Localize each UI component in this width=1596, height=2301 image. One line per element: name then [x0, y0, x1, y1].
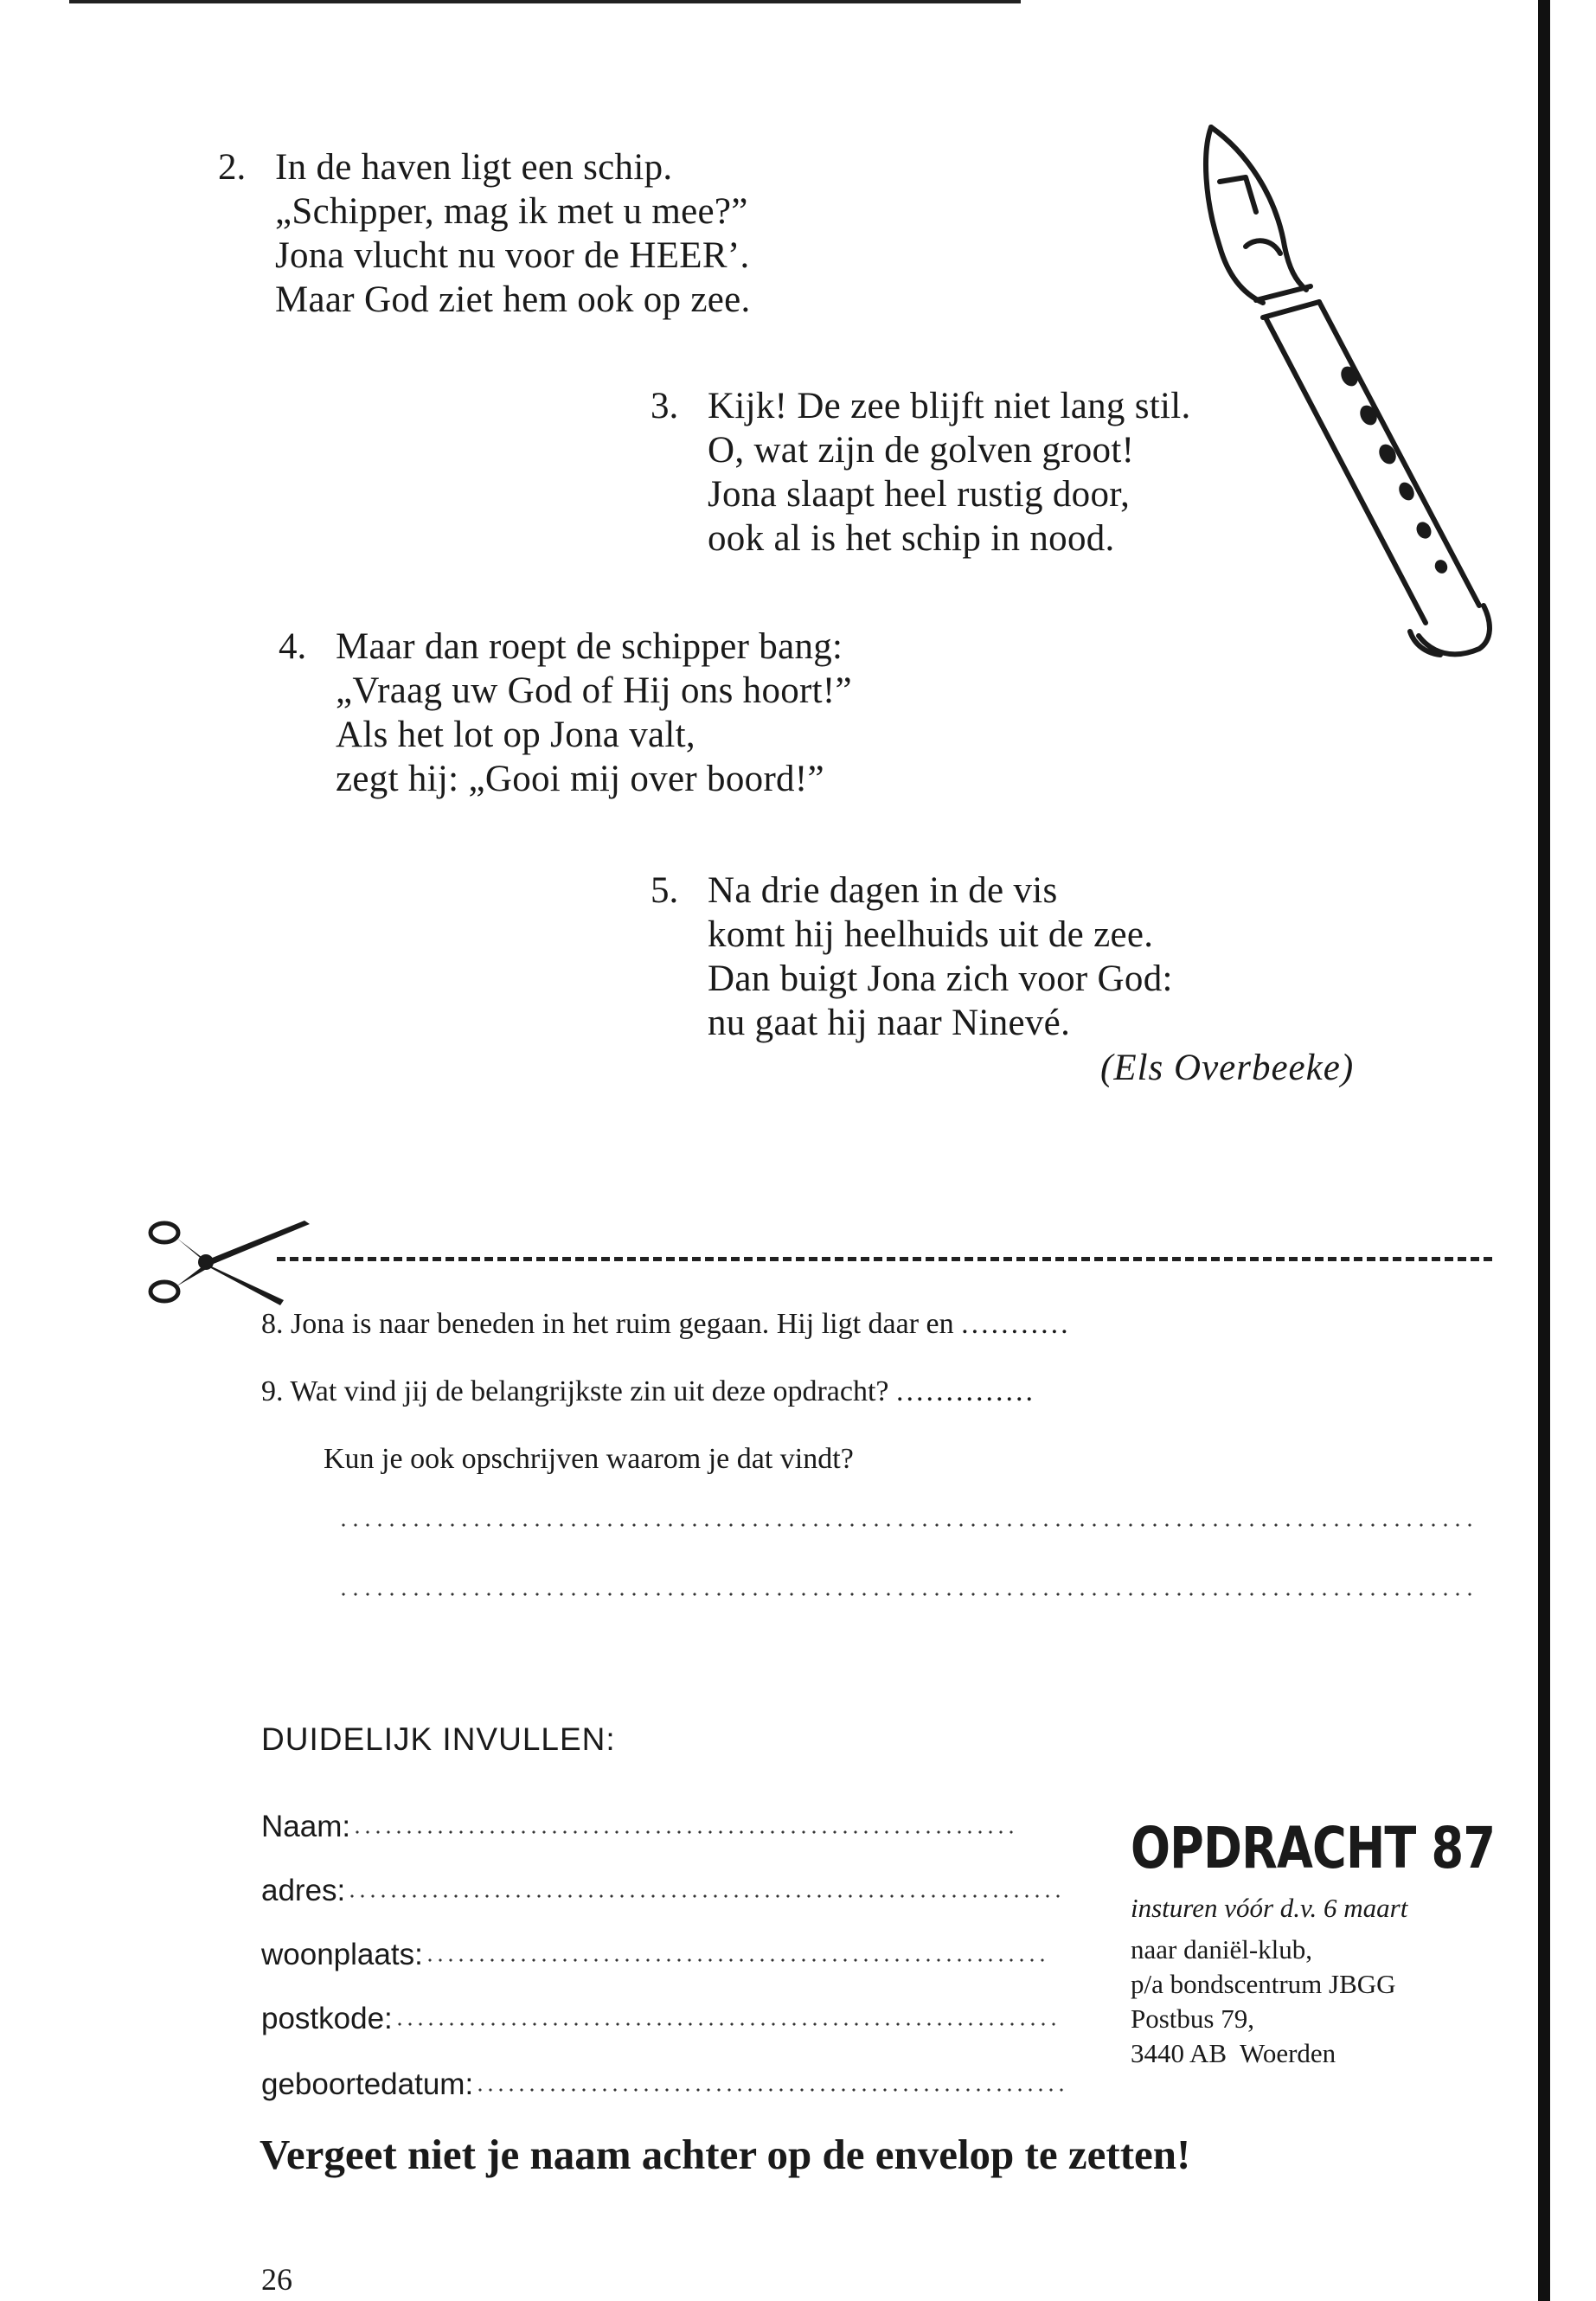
- name-field[interactable]: [261, 1810, 1018, 1844]
- postcode-field[interactable]: [261, 2002, 1059, 2036]
- stanza-number: 3.: [651, 386, 679, 426]
- stanza-line: ook al is het schip in nood.: [708, 518, 1115, 559]
- assignment-deadline: insturen vóór d.v. 6 maart: [1131, 1893, 1408, 1923]
- question-number: 8.: [261, 1308, 284, 1340]
- answer-line[interactable]: [337, 1519, 1479, 1545]
- answer-line[interactable]: [337, 1588, 1479, 1614]
- address-line: p/a bondscentrum JBGG: [1131, 1969, 1396, 1999]
- stanza-number: 4.: [279, 626, 307, 667]
- field-label: woonplaats:: [261, 1938, 423, 1971]
- stanza-2: [218, 145, 751, 322]
- answer-dots[interactable]: ..............: [896, 1375, 1036, 1407]
- footer-note: Vergeet niet je naam achter op de envelop te zetten!: [260, 2131, 1191, 2178]
- answer-dots[interactable]: ...........: [961, 1308, 1071, 1340]
- question-number: 9.: [261, 1375, 284, 1407]
- form-heading: DUIDELIJK INVULLEN:: [261, 1721, 616, 1757]
- stanza-line: O, wat zijn de golven groot!: [708, 430, 1135, 471]
- stanza-line: „Schipper, mag ik met u mee?”: [275, 191, 748, 232]
- field-label: geboortedatum:: [261, 2067, 474, 2101]
- stanza-number: 5.: [651, 870, 679, 911]
- scissors-icon: [145, 1215, 318, 1311]
- address-line: naar daniël-klub,: [1131, 1934, 1313, 1965]
- stanza-4: [279, 625, 852, 801]
- city-field[interactable]: [261, 1938, 1048, 1972]
- assignment-title: OPDRACHT 87: [1131, 1815, 1496, 1881]
- stanza-line: nu gaat hij naar Ninevé.: [708, 1003, 1071, 1043]
- birthdate-field[interactable]: [261, 2067, 1063, 2102]
- stanza-3: [651, 384, 1191, 561]
- stanza-line: Jona slaapt heel rustig door,: [708, 474, 1131, 515]
- page-edge-bar: [1538, 0, 1550, 2301]
- stanza-number: 2.: [218, 147, 247, 188]
- stanza-line: Kijk! De zee blijft niet lang stil.: [708, 386, 1191, 426]
- page-number: 26: [261, 2262, 292, 2297]
- field-label: postkode:: [261, 2002, 393, 2035]
- field-dots[interactable]: [475, 2086, 1063, 2094]
- question-text: Wat vind jij de belangrijkste zin uit deze opdracht?: [290, 1375, 889, 1407]
- field-dots[interactable]: [425, 1956, 1048, 1965]
- stanza-line: Als het lot op Jona valt,: [336, 715, 695, 755]
- address-line: Postbus 79,: [1131, 2003, 1254, 2034]
- stanza-line: zegt hij: „Gooi mij over boord!”: [336, 759, 824, 799]
- field-label: Naam:: [261, 1810, 351, 1843]
- address-field[interactable]: [261, 1874, 1063, 1908]
- stanza-line: komt hij heelhuids uit de zee.: [708, 914, 1154, 955]
- poem-attribution: (Els Overbeeke): [1100, 1048, 1355, 1088]
- top-rule: [69, 0, 1021, 3]
- field-dots[interactable]: [347, 1892, 1063, 1900]
- stanza-line: „Vraag uw God of Hij ons hoort!”: [336, 670, 852, 711]
- stanza-line: Maar dan roept de schipper bang:: [336, 626, 843, 667]
- question-9: [261, 1375, 1035, 1408]
- question-text: Jona is naar beneden in het ruim gegaan. Hij ligt daar en: [291, 1308, 954, 1340]
- stanza-5: [651, 868, 1173, 1045]
- question-8: [261, 1308, 1071, 1341]
- field-dots[interactable]: [394, 2020, 1059, 2029]
- recorder-flute-icon: [1194, 117, 1514, 688]
- stanza-line: Na drie dagen in de vis: [708, 870, 1058, 911]
- stanza-line: Jona vlucht nu voor de HEER’.: [275, 235, 750, 276]
- stanza-line: Maar God ziet hem ook op zee.: [275, 279, 751, 320]
- cut-line: [277, 1257, 1492, 1261]
- stanza-line: In de haven ligt een schip.: [275, 147, 673, 188]
- field-label: adres:: [261, 1874, 346, 1907]
- stanza-line: Dan buigt Jona zich voor God:: [708, 958, 1173, 999]
- field-dots[interactable]: [352, 1828, 1018, 1836]
- address-line: 3440 AB Woerden: [1131, 2038, 1336, 2068]
- followup-question: Kun je ook opschrijven waarom je dat vindt?: [324, 1443, 854, 1475]
